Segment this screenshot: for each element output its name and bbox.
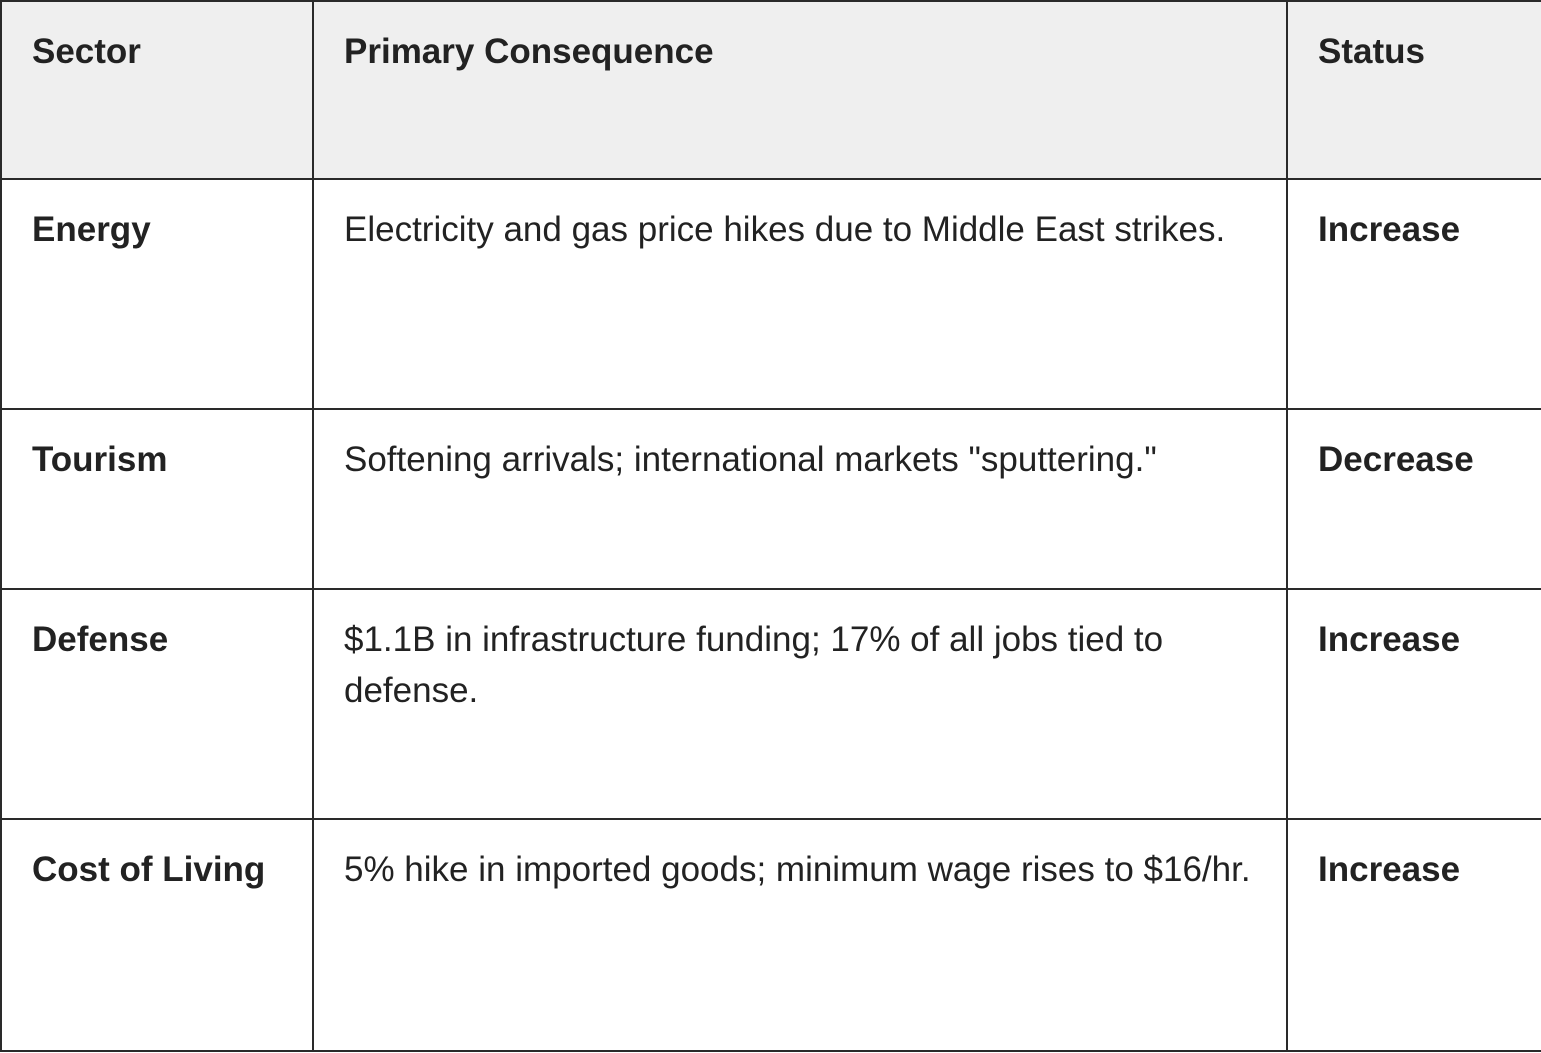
table-row (1, 589, 1541, 819)
status-cell: Increase (1287, 179, 1541, 409)
status-cell: Increase (1287, 819, 1541, 1051)
sector-cell: Cost of Living (1, 819, 313, 1051)
table-row (1, 409, 1541, 589)
header-sector: Sector (1, 1, 313, 179)
status-cell: Increase (1287, 589, 1541, 819)
status-cell: Decrease (1287, 409, 1541, 589)
sector-cell: Energy (1, 179, 313, 409)
consequence-cell: Electricity and gas price hikes due to Middle East strikes. (313, 179, 1287, 409)
sector-cell: Defense (1, 589, 313, 819)
consequence-cell: 5% hike in imported goods; minimum wage rises to $16/hr. (313, 819, 1287, 1051)
consequence-cell: $1.1B in infrastructure funding; 17% of all jobs tied to defense. (313, 589, 1287, 819)
table-header-row (1, 1, 1541, 179)
table-row (1, 819, 1541, 1051)
header-status: Status (1287, 1, 1541, 179)
table-row (1, 179, 1541, 409)
header-primary-consequence: Primary Consequence (313, 1, 1287, 179)
sector-cell: Tourism (1, 409, 313, 589)
consequence-cell: Softening arrivals; international markets "sputtering." (313, 409, 1287, 589)
